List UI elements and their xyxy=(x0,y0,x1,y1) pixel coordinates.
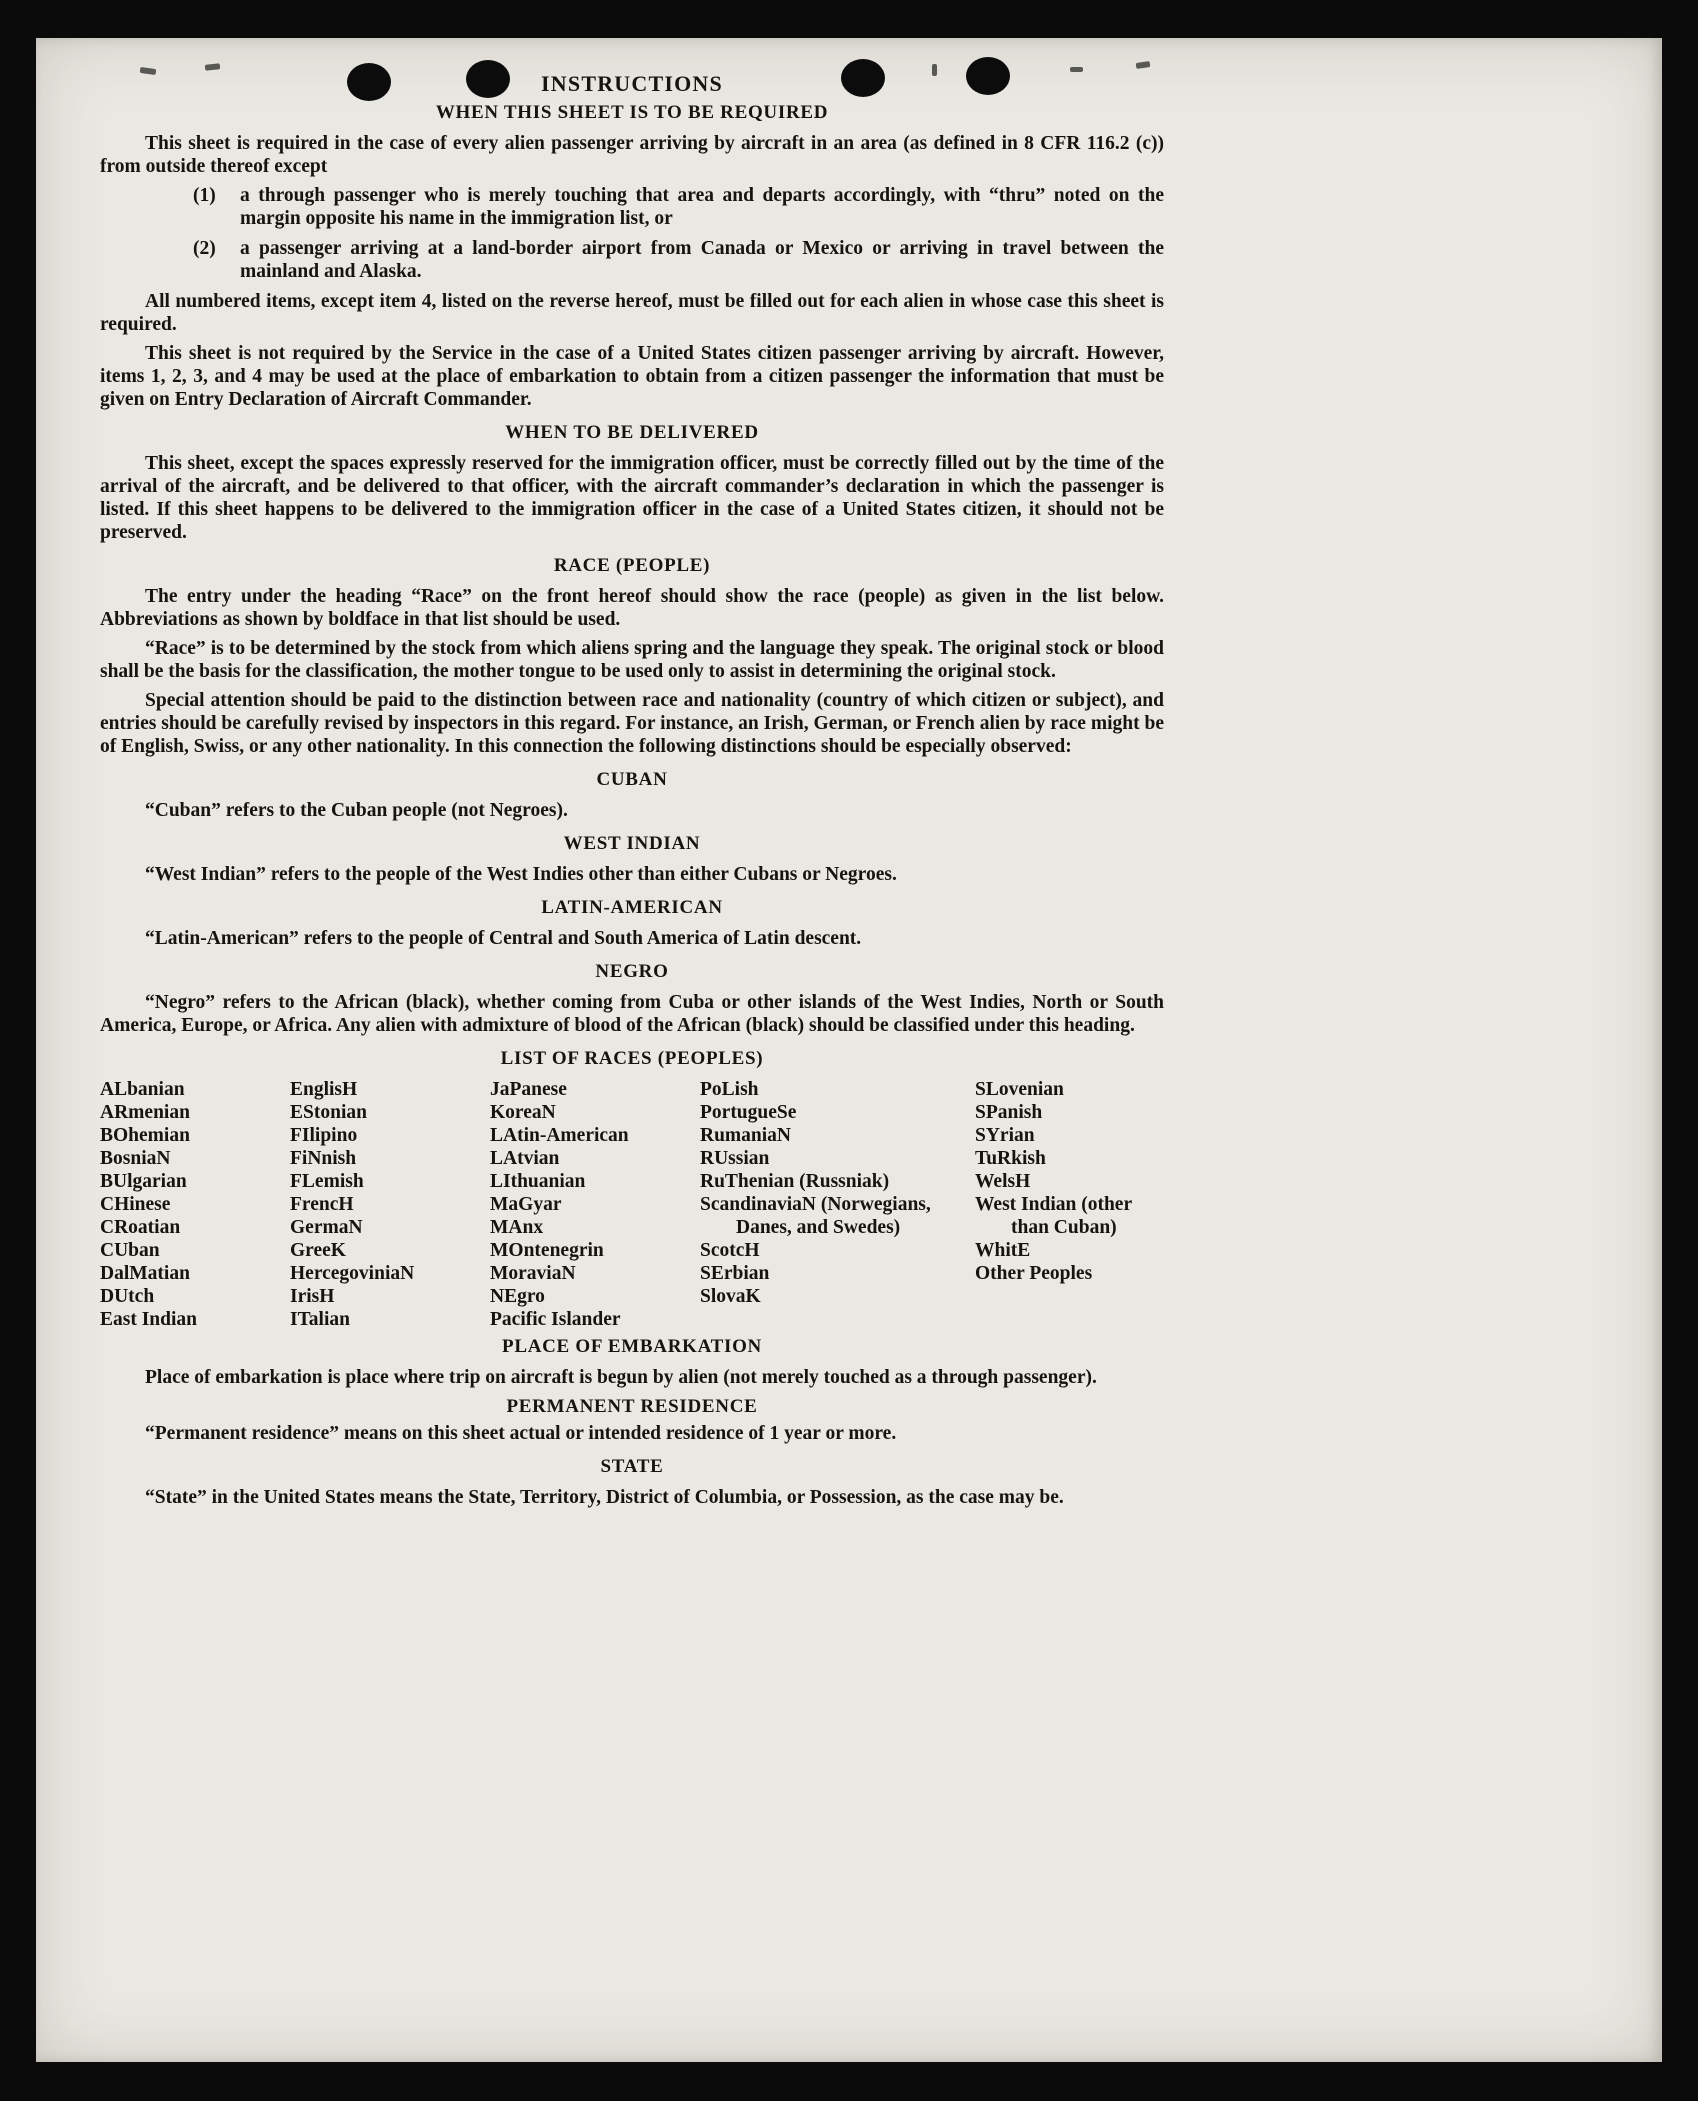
race-list-item: CRoatian xyxy=(100,1217,181,1238)
race-list-item: BosniaN xyxy=(100,1148,171,1169)
paragraph-embarkation: Place of embarkation is place where trip on aircraft is begun by alien (not merely touched as a through passenger). xyxy=(145,1367,1097,1388)
race-list-item: MAnx xyxy=(490,1217,544,1238)
heading-latin-american: LATIN-AMERICAN xyxy=(541,897,723,918)
paragraph-race-1: The entry under the heading “Race” on the front hereof should show the race (people) as given in the list below. Abbreviations as shown by boldface in that list should be used. xyxy=(100,586,1164,630)
race-list-item: ITalian xyxy=(290,1309,350,1330)
paragraph-required-3: This sheet is not required by the Service in the case of a United States citizen passenger arriving by aircraft. However, items 1, 2, 3, and 4 may be used at the place of embarkation to obtain from a citizen passenger the information that must be given on Entry Declaration of Aircraft Commander. xyxy=(100,343,1164,410)
race-list-item: MoraviaN xyxy=(490,1263,576,1284)
heading-race-people: RACE (PEOPLE) xyxy=(553,555,711,576)
race-list-item: DalMatian xyxy=(100,1263,190,1284)
race-list-item: ARmenian xyxy=(100,1102,190,1123)
item-number: (2) xyxy=(193,238,216,259)
race-list-item: East Indian xyxy=(100,1309,198,1330)
race-column-5 xyxy=(975,1078,1164,1331)
race-list-item: WhitE xyxy=(975,1240,1031,1261)
document-content xyxy=(100,72,1164,1515)
race-column-2 xyxy=(290,1078,490,1331)
heading-negro: NEGRO xyxy=(595,961,669,982)
race-list-item: DUtch xyxy=(100,1286,155,1307)
race-column-4 xyxy=(700,1078,975,1331)
race-list-item: MOntenegrin xyxy=(490,1240,604,1261)
race-list-item: LIthuanian xyxy=(490,1171,586,1192)
race-list-item: KoreaN xyxy=(490,1102,556,1123)
race-list-item: ScandinaviaN (Norwegians, Danes, and Swedes) xyxy=(700,1194,931,1238)
race-list-item: CHinese xyxy=(100,1194,171,1215)
race-column-1 xyxy=(100,1078,290,1331)
paragraph-required-1: This sheet is required in the case of every alien passenger arriving by aircraft in an area (as defined in 8 CFR 116.2 (c)) from outside thereof except xyxy=(100,133,1164,177)
race-list-item: SlovaK xyxy=(700,1286,761,1307)
race-list-item: IrisH xyxy=(290,1286,335,1307)
race-list-item: SErbian xyxy=(700,1263,770,1284)
numbered-item-2 xyxy=(100,237,1164,283)
paragraph-delivered-1: This sheet, except the spaces expressly reserved for the immigration officer, must be correctly filled out by the time of the arrival of the aircraft, and be delivered to that officer, with the aircraft commander’s declaration in which the passenger is listed. If this sheet happens to be delivered to the immigration officer in the case of a United States citizen, it should not be preserved. xyxy=(100,453,1164,543)
race-list-item: SLovenian xyxy=(975,1079,1064,1100)
race-list-item: RUssian xyxy=(700,1148,770,1169)
race-list-item: West Indian (other than Cuban) xyxy=(975,1194,1132,1238)
scan-artifact xyxy=(1136,61,1151,69)
race-list-item: PoLish xyxy=(700,1079,759,1100)
numbered-item-1 xyxy=(100,184,1164,230)
races-table xyxy=(100,1078,1164,1331)
paragraph-west-indian: “West Indian” refers to the people of the West Indies other than either Cubans or Negroes. xyxy=(145,864,897,885)
item-text: a through passenger who is merely touching that area and departs accordingly, with “thru” noted on the margin opposite his name in the immigration list, or xyxy=(240,185,1164,229)
race-list-item: EnglisH xyxy=(290,1079,358,1100)
race-list-item: BUlgarian xyxy=(100,1171,187,1192)
race-list-item: JaPanese xyxy=(490,1079,567,1100)
heading-when-delivered: WHEN TO BE DELIVERED xyxy=(505,422,759,443)
race-list-item: LAtin-American xyxy=(490,1125,629,1146)
race-list-item: ScotcH xyxy=(700,1240,760,1261)
item-number: (1) xyxy=(193,185,216,206)
heading-list-of-races: LIST OF RACES (PEOPLES) xyxy=(500,1048,764,1069)
paragraph-latin-american: “Latin-American” refers to the people of Central and South America of Latin descent. xyxy=(145,928,862,949)
paragraph-state: “State” in the United States means the State, Territory, District of Columbia, or Possession, as the case may be. xyxy=(145,1487,1064,1508)
race-list-item: RuThenian (Russniak) xyxy=(700,1171,890,1192)
item-text: a passenger arriving at a land-border airport from Canada or Mexico or arriving in travel between the mainland and Alaska. xyxy=(240,238,1164,282)
heading-state: STATE xyxy=(600,1456,664,1477)
heading-west-indian: WEST INDIAN xyxy=(563,833,701,854)
race-list-item: FrencH xyxy=(290,1194,354,1215)
heading-place-of-embarkation: PLACE OF EMBARKATION xyxy=(502,1336,762,1357)
race-list-item: RumaniaN xyxy=(700,1125,792,1146)
paragraph-race-2: “Race” is to be determined by the stock from which aliens spring and the language they speak. The original stock or blood shall be the basis for the classification, the mother tongue to be used only to assist in determining the original stock. xyxy=(100,638,1164,682)
race-list-item: MaGyar xyxy=(490,1194,562,1215)
race-list-item: BOhemian xyxy=(100,1125,190,1146)
paragraph-race-3: Special attention should be paid to the distinction between race and nationality (country of which citizen or subject), and entries should be carefully revised by inspectors in this regard. For instance, an Irish, German, or French alien by race might be of English, Swiss, or any other nationality. In this connection the following distinctions should be especially observed: xyxy=(100,690,1164,757)
document-page xyxy=(36,38,1662,2062)
race-list-item: GermaN xyxy=(290,1217,363,1238)
paragraph-negro: “Negro” refers to the African (black), whether coming from Cuba or other islands of the West Indies, North or South America, Europe, or Africa. Any alien with admixture of blood of the African (black) should be classified under this heading. xyxy=(100,992,1164,1036)
race-list-item: SYrian xyxy=(975,1125,1035,1146)
race-list-item: Other Peoples xyxy=(975,1263,1093,1284)
paragraph-residence: “Permanent residence” means on this sheet actual or intended residence of 1 year or more. xyxy=(145,1423,897,1444)
race-list-item: HercegoviniaN xyxy=(290,1263,415,1284)
race-list-item: FLemish xyxy=(290,1171,364,1192)
race-list-item: TuRkish xyxy=(975,1148,1046,1169)
race-list-item: GreeK xyxy=(290,1240,346,1261)
race-list-item: SPanish xyxy=(975,1102,1043,1123)
race-list-item: EStonian xyxy=(290,1102,367,1123)
race-list-item: CUban xyxy=(100,1240,160,1261)
race-list-item: WelsH xyxy=(975,1171,1031,1192)
paragraph-required-2: All numbered items, except item 4, listed on the reverse hereof, must be filled out for each alien in whose case this sheet is required. xyxy=(100,291,1164,335)
race-list-item: ALbanian xyxy=(100,1079,185,1100)
heading-cuban: CUBAN xyxy=(596,769,668,790)
race-list-item: PortugueSe xyxy=(700,1102,797,1123)
heading-when-required: WHEN THIS SHEET IS TO BE REQUIRED xyxy=(435,102,829,123)
race-column-3 xyxy=(490,1078,700,1331)
race-list-item: Pacific Islander xyxy=(490,1309,621,1330)
race-list-item: LAtvian xyxy=(490,1148,560,1169)
race-list-item: NEgro xyxy=(490,1286,545,1307)
scan-artifact xyxy=(205,63,221,71)
heading-permanent-residence: PERMANENT RESIDENCE xyxy=(506,1396,758,1417)
race-list-item: FiNnish xyxy=(290,1148,357,1169)
paragraph-cuban: “Cuban” refers to the Cuban people (not Negroes). xyxy=(145,800,568,821)
race-list-item: FIlipino xyxy=(290,1125,358,1146)
page-title: INSTRUCTIONS xyxy=(541,71,723,96)
